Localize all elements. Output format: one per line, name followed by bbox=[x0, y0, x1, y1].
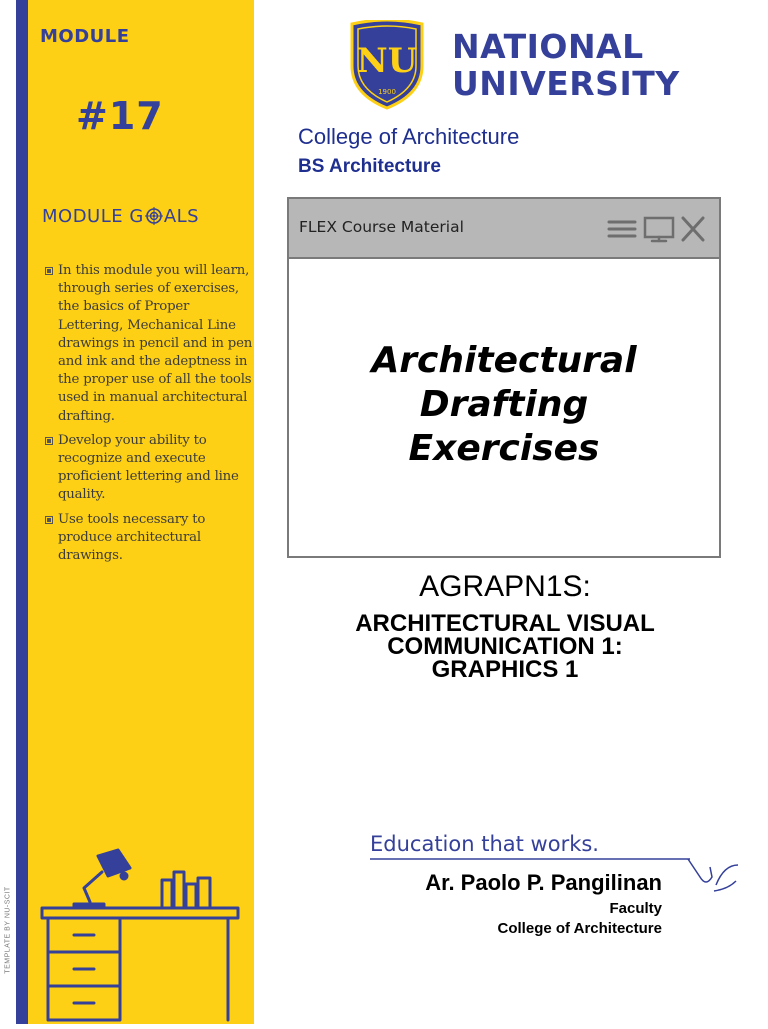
window-controls bbox=[605, 215, 705, 248]
goals-list bbox=[44, 262, 256, 571]
course-name: ARCHITECTURAL VISUAL COMMUNICATION 1: GRAPHICS 1 bbox=[355, 610, 655, 683]
menu-icon[interactable] bbox=[609, 222, 635, 236]
author-role: Faculty bbox=[609, 900, 662, 917]
university-shield-logo-icon bbox=[346, 20, 428, 115]
close-icon[interactable] bbox=[683, 218, 703, 240]
template-credit: TEMPLATE BY NU-SCIT bbox=[4, 886, 12, 974]
checkbox-bullet-icon bbox=[45, 437, 53, 445]
module-label: MODULE bbox=[40, 26, 130, 47]
window-title: FLEX Course Material bbox=[299, 218, 464, 236]
goal-item: Use tools necessary to produce architectural drawings. bbox=[44, 511, 256, 566]
module-number: #17 bbox=[76, 94, 164, 138]
desk-lamp-illustration-icon bbox=[38, 848, 248, 1029]
svg-text:NU: NU bbox=[356, 41, 418, 81]
target-icon bbox=[145, 207, 163, 230]
author-college: College of Architecture bbox=[497, 920, 662, 937]
university-name: NATIONAL UNIVERSITY bbox=[452, 27, 680, 103]
checkbox-bullet-icon bbox=[45, 267, 53, 275]
tagline: Education that works. bbox=[370, 832, 599, 856]
goal-item: In this module you will learn, through series of exercises, the basics of Proper Lettering, Mechanical Line drawings in pencil and in pen and ink and the adeptness in the proper use of all the tools used in manual architectural drafting. bbox=[44, 262, 256, 426]
window-title-bar bbox=[289, 199, 719, 259]
svg-text:1900: 1900 bbox=[378, 88, 396, 96]
college-name: College of Architecture bbox=[298, 124, 520, 149]
monitor-icon[interactable] bbox=[645, 218, 673, 241]
course-material-window bbox=[287, 197, 721, 558]
window-body bbox=[289, 259, 719, 556]
main-title: Architectural Drafting Exercises bbox=[371, 340, 637, 469]
course-code: AGRAPN1S: bbox=[419, 570, 591, 603]
program-name: BS Architecture bbox=[298, 156, 441, 177]
module-goals-title: MODULE G ALS bbox=[42, 206, 199, 230]
goal-item: Develop your ability to recognize and execute proficient lettering and line quality. bbox=[44, 432, 256, 505]
author-name: Ar. Paolo P. Pangilinan bbox=[425, 870, 662, 895]
accent-strip bbox=[16, 0, 28, 1024]
checkbox-bullet-icon bbox=[45, 516, 53, 524]
